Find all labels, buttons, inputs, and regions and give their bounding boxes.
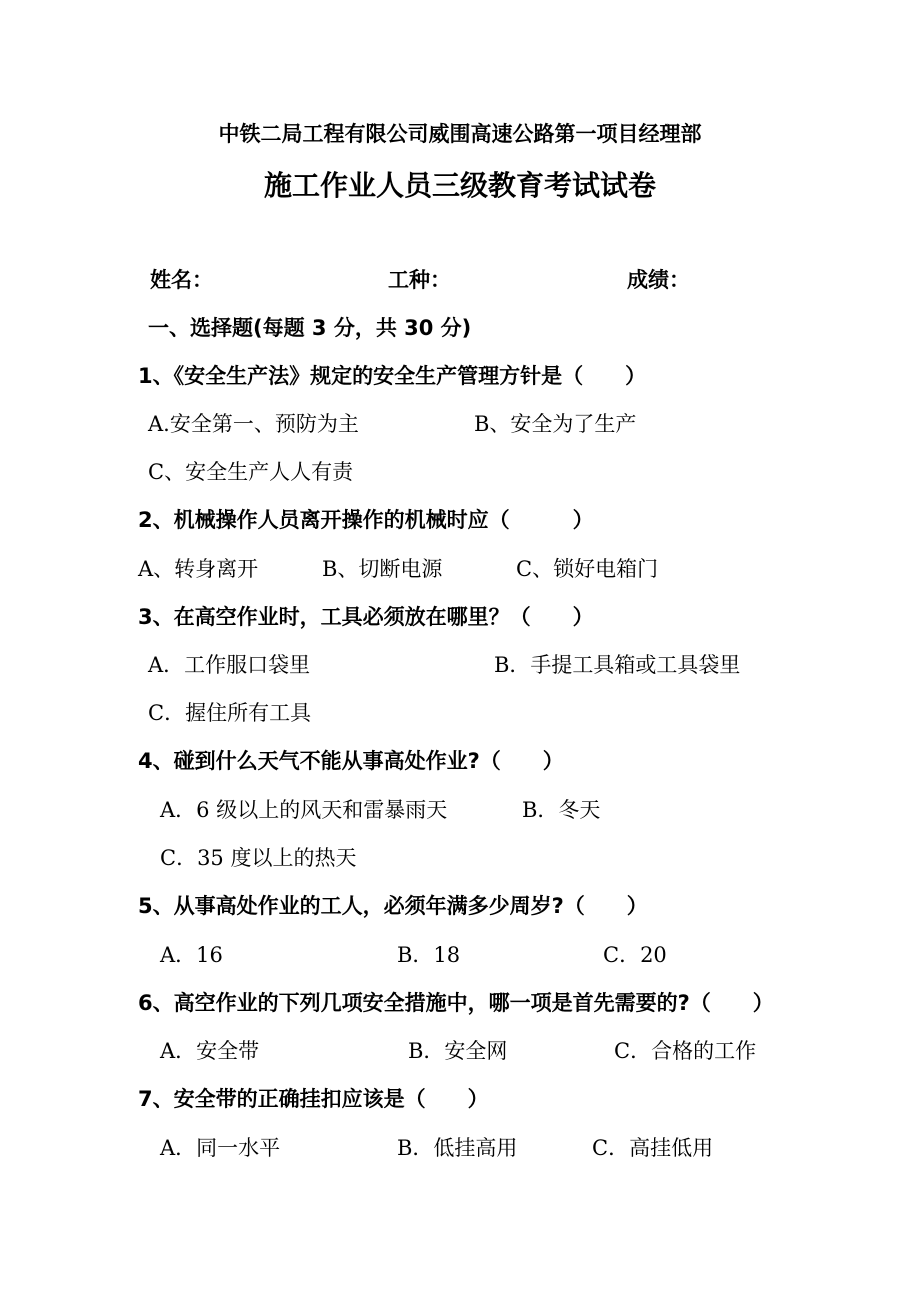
question-7-option-a: A．同一水平 — [160, 1136, 281, 1160]
exam-title: 施工作业人员三级教育考试试卷 — [263, 169, 656, 202]
question-1-option-b: B、安全为了生产 — [474, 412, 637, 436]
question-5-option-b: B．18 — [397, 943, 461, 967]
question-6: 6、高空作业的下列几项安全措施中，哪一项是首先需要的?（ ） — [138, 991, 774, 1015]
question-5-option-c: C．20 — [603, 943, 667, 967]
score-label: 成绩： — [627, 268, 690, 292]
question-2-option-c: C、锁好电箱门 — [516, 557, 659, 581]
question-6-option-b: B．安全网 — [408, 1039, 508, 1063]
question-1-option-c: C、安全生产人人有责 — [148, 460, 354, 484]
question-6-option-a: A．安全带 — [160, 1039, 260, 1063]
question-2-option-b: B、切断电源 — [322, 557, 443, 581]
organization-name: 中铁二局工程有限公司威围高速公路第一项目经理部 — [218, 122, 702, 146]
question-4-option-c: C．35 度以上的热天 — [160, 846, 357, 870]
question-7: 7、安全带的正确挂扣应该是（ ） — [138, 1087, 489, 1111]
section-heading: 一、选择题(每题 3 分，共 30 分) — [148, 316, 472, 340]
name-label: 姓名： — [150, 268, 213, 292]
question-3-option-b: B．手提工具箱或工具袋里 — [494, 653, 741, 677]
question-2-option-a: A、转身离开 — [138, 557, 259, 581]
question-7-option-c: C．高挂低用 — [592, 1136, 714, 1160]
question-4: 4、碰到什么天气不能从事高处作业?（ ） — [138, 749, 564, 773]
question-5-option-a: A．16 — [160, 943, 223, 967]
question-7-option-b: B．低挂高用 — [397, 1136, 518, 1160]
question-4-option-b: B．冬天 — [522, 798, 601, 822]
question-3-option-c: C．握住所有工具 — [148, 701, 312, 725]
question-4-option-a: A．6 级以上的风天和雷暴雨天 — [160, 798, 448, 822]
question-1: 1、《安全生产法》规定的安全生产管理方针是（ ） — [138, 364, 647, 388]
trade-label: 工种： — [388, 268, 451, 292]
question-6-option-c: C．合格的工作 — [614, 1039, 757, 1063]
question-1-option-a: A.安全第一、预防为主 — [148, 412, 359, 436]
question-3-option-a: A．工作服口袋里 — [148, 653, 311, 677]
question-2: 2、机械操作人员离开操作的机械时应（ ） — [138, 508, 594, 532]
question-3: 3、在高空作业时，工具必须放在哪里？（ ） — [138, 605, 594, 629]
question-5: 5、从事高处作业的工人，必须年满多少周岁?（ ） — [138, 894, 648, 918]
